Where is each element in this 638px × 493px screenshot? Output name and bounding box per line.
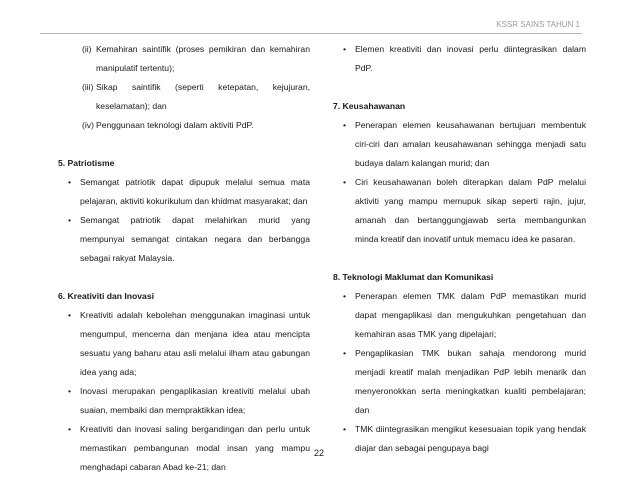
bullet-icon: •	[343, 177, 347, 187]
bullet-icon: •	[343, 424, 347, 434]
roman-list-item	[58, 40, 310, 78]
bullet-item	[58, 173, 310, 211]
bullet-text: Kreativiti adalah kebolehan menggunakan imaginasi untuk mengumpul, mencerna dan menjana idea atau mencipta sesuatu yang baharu atau asli melalui ilham atau gabungan idea yang ada;	[80, 310, 310, 377]
bullet-icon: •	[68, 177, 72, 187]
bullet-text: Kreativiti dan inovasi saling bergandingan dan perlu untuk memastikan pembangunan modal insan yang mampu menghadapi cabaran Abad ke-21; dan	[80, 424, 310, 472]
bullet-item	[333, 344, 586, 420]
bullet-item	[58, 306, 310, 382]
page-number: 22	[313, 448, 324, 458]
bullet-text: Inovasi merupakan pengaplikasian kreativiti melalui ubah suaian, membaiki dan mempraktikkan idea;	[80, 386, 310, 415]
bullet-text: Semangat patriotik dapat melahirkan murid yang mempunyai semangat cintakan negara dan berbangga sebagai rakyat Malaysia.	[80, 215, 310, 263]
spacer	[333, 78, 586, 97]
bullet-icon: •	[68, 215, 72, 225]
roman-item-text: Sikap saintifik (seperti ketepatan, kejujuran, keselamatan); dan	[96, 82, 310, 111]
bullet-icon: •	[68, 310, 72, 320]
header-title: KSSR SAINS TAHUN 1	[496, 20, 580, 29]
bullet-text: Semangat patriotik dapat dipupuk melalui semua mata pelajaran, aktiviti kokurikulum dan khidmat masyarakat; dan	[80, 177, 310, 206]
bullet-icon: •	[343, 348, 347, 358]
bullet-icon: •	[68, 386, 72, 396]
bullet-text: TMK diintegrasikan mengikut kesesuaian topik yang hendak diajar dan sebagai pengupaya bagi	[355, 424, 586, 453]
section-heading-patriotisme: 5. Patriotisme	[58, 158, 115, 168]
bullet-icon: •	[343, 44, 347, 54]
bullet-text: Ciri keusahawanan boleh diterapkan dalam PdP melalui aktiviti yang mampu memupuk sikap seperti rajin, jujur, amanah dan bertanggungjawab serta membangunkan minda kreatif dan inovatif untuk memacu idea ke pasaran.	[355, 177, 586, 244]
section-heading-keusahawanan: 7. Keusahawanan	[333, 101, 406, 111]
roman-numeral: (iv)	[82, 120, 94, 130]
spacer	[58, 268, 310, 287]
roman-numeral: (iii)	[82, 82, 94, 92]
bullet-icon: •	[343, 120, 347, 130]
section-heading-kreativiti: 6. Kreativiti dan Inovasi	[58, 291, 154, 301]
roman-item-text: Kemahiran saintifik (proses pemikiran dan kemahiran manipulatif tertentu);	[96, 44, 310, 73]
spacer	[58, 135, 310, 154]
bullet-text: Pengaplikasian TMK bukan sahaja mendorong murid menjadi kreatif malah menjadikan PdP lebih menarik dan menyeronokkan serta meningkatkan kualiti pembelajaran; dan	[355, 348, 586, 415]
roman-list-item	[58, 116, 310, 135]
bullet-item	[333, 287, 586, 344]
roman-item-text: Penggunaan teknologi dalam aktiviti PdP.	[96, 120, 254, 130]
bullet-icon: •	[68, 424, 72, 434]
right-column	[333, 40, 586, 458]
bullet-item	[58, 382, 310, 420]
bullet-item	[333, 40, 586, 78]
roman-list-item	[58, 78, 310, 116]
page-header	[40, 20, 582, 34]
roman-numeral: (ii)	[82, 44, 92, 54]
section-heading-tmk: 8. Teknologi Maklumat dan Komunikasi	[333, 272, 494, 282]
bullet-text: Elemen kreativiti dan inovasi perlu diintegrasikan dalam PdP.	[355, 44, 586, 73]
bullet-icon: •	[343, 291, 347, 301]
bullet-item	[58, 211, 310, 268]
header-rule	[40, 33, 582, 34]
bullet-text: Penerapan elemen TMK dalam PdP memastikan murid dapat mengaplikasi dan mengukuhkan pengetahuan dan kemahiran asas TMK yang dipelajari;	[355, 291, 586, 339]
left-column	[58, 40, 310, 477]
spacer	[333, 249, 586, 268]
bullet-text: Penerapan elemen keusahawanan bertujuan membentuk ciri-ciri dan amalan keusahawanan sehingga menjadi satu budaya dalam kalangan murid; dan	[355, 120, 586, 168]
bullet-item	[333, 116, 586, 173]
bullet-item	[333, 173, 586, 249]
